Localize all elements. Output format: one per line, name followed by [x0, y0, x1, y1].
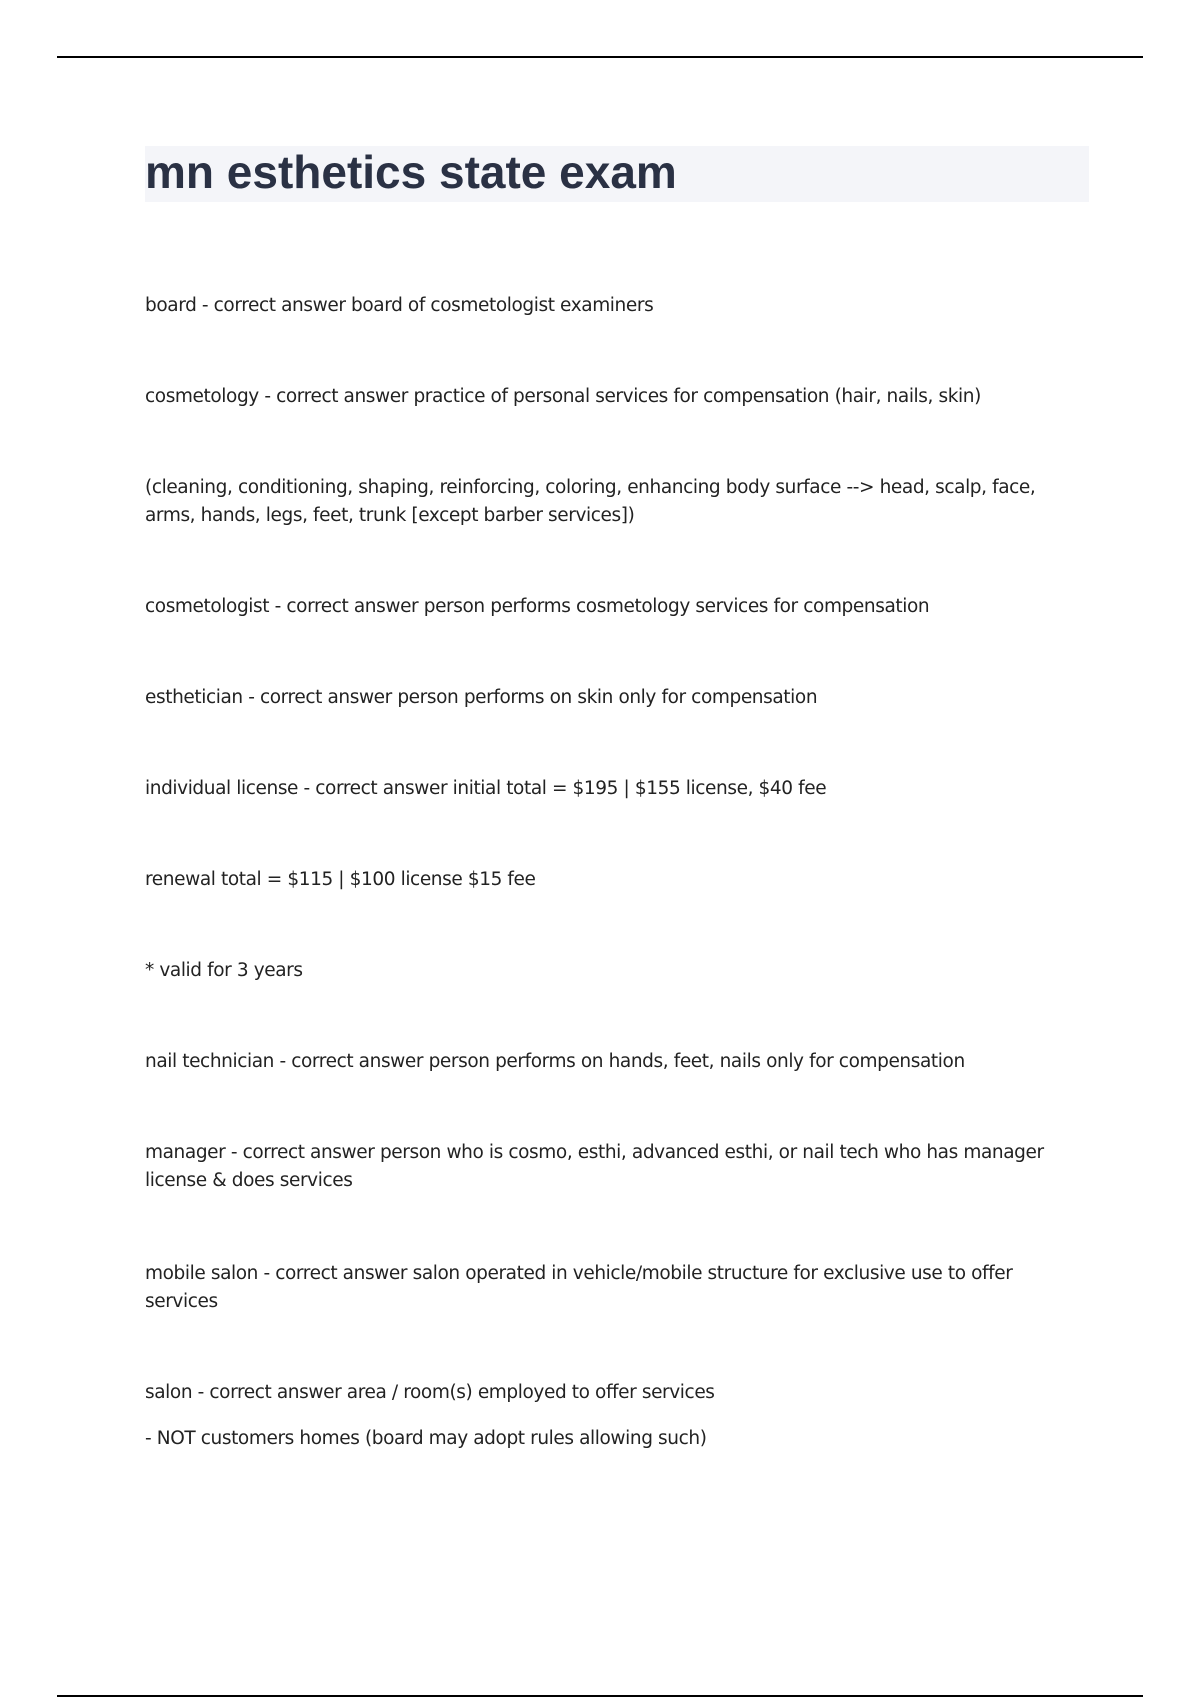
- flashcard-nail-technician: nail technician - correct answer person performs on hands, feet, nails only for compensation: [145, 1051, 965, 1072]
- flashcard-salon-note: - NOT customers homes (board may adopt rules allowing such): [145, 1428, 707, 1449]
- flashcard-cosmetologist: cosmetologist - correct answer person performs cosmetology services for compensation: [145, 596, 930, 617]
- flashcard-board: board - correct answer board of cosmetologist examiners: [145, 295, 654, 316]
- footer-rule: [57, 1695, 1143, 1697]
- flashcard-mobile-salon: mobile salon - correct answer salon operated in vehicle/mobile structure for exclusive use to offer services: [145, 1263, 1013, 1312]
- flashcard-cosmetology: cosmetology - correct answer practice of personal services for compensation (hair, nails, skin): [145, 386, 981, 407]
- header-rule: [57, 56, 1143, 58]
- flashcard-validity: * valid for 3 years: [145, 960, 303, 981]
- flashcard-individual-license: individual license - correct answer initial total = $195 | $155 license, $40 fee: [145, 778, 827, 799]
- flashcard-renewal-total: renewal total = $115 | $100 license $15 fee: [145, 869, 536, 890]
- page-title: mn esthetics state exam: [145, 146, 677, 198]
- flashcard-esthetician: esthetician - correct answer person performs on skin only for compensation: [145, 687, 818, 708]
- flashcard-salon: salon - correct answer area / room(s) employed to offer services: [145, 1382, 715, 1403]
- flashcard-manager: manager - correct answer person who is cosmo, esthi, advanced esthi, or nail tech who has manager license & does services: [145, 1142, 1044, 1191]
- flashcard-cosmetology-detail: (cleaning, conditioning, shaping, reinforcing, coloring, enhancing body surface --> head, scalp, face, arms, hands, legs, feet, trunk [except barber services]): [145, 477, 1036, 526]
